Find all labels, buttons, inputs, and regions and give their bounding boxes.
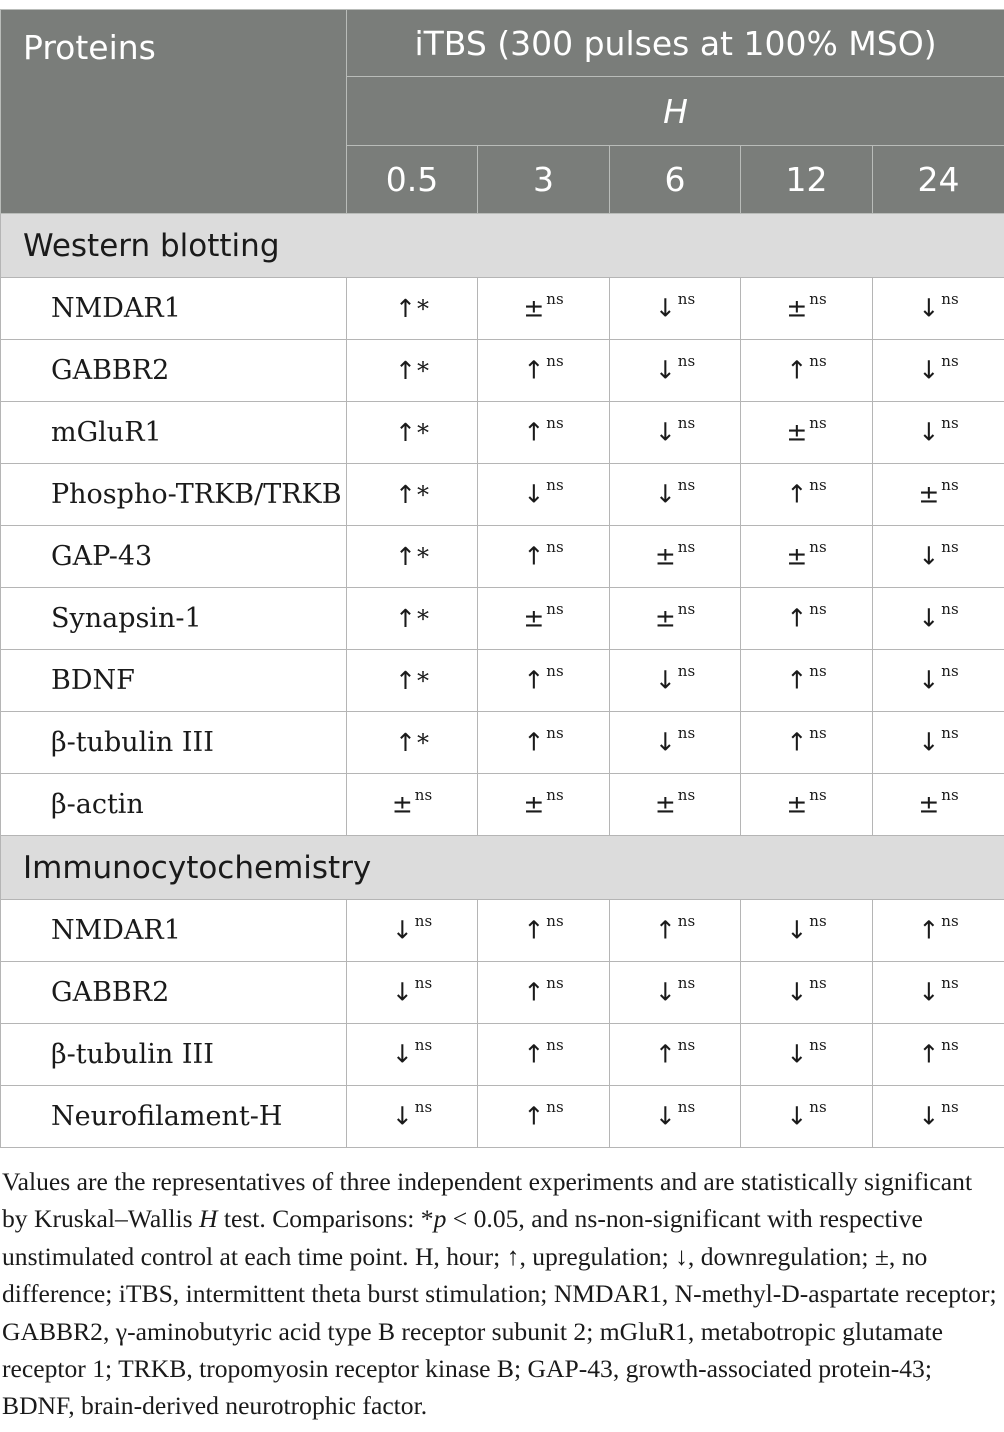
regulation-symbol: ± bbox=[654, 603, 676, 633]
significance-ns: ns bbox=[546, 476, 564, 495]
regulation-symbol: ± bbox=[786, 541, 808, 571]
result-cell bbox=[347, 402, 478, 464]
significance-ns: ns bbox=[546, 724, 564, 743]
result-cell bbox=[347, 900, 478, 962]
significance-ns: ns bbox=[677, 600, 696, 619]
significance-ns: ns bbox=[809, 538, 827, 557]
regulation-symbol: ↓ bbox=[918, 603, 940, 633]
regulation-symbol: ↑ bbox=[523, 727, 545, 757]
significance-ns: ns bbox=[941, 538, 959, 557]
protein-name: Phospho-TRKB/TRKB bbox=[1, 464, 347, 526]
significance-ns: ns bbox=[809, 600, 827, 619]
regulation-symbol: ↑ bbox=[395, 479, 416, 509]
regulation-symbol: ↓ bbox=[654, 293, 676, 323]
table-row bbox=[1, 526, 1004, 588]
result-cell bbox=[610, 774, 741, 836]
significance-ns: ns bbox=[546, 600, 564, 619]
significance-ns: ns bbox=[414, 786, 433, 805]
regulation-symbol: ↓ bbox=[391, 915, 413, 945]
result-cell bbox=[347, 588, 478, 650]
regulation-symbol: ↓ bbox=[918, 293, 940, 323]
result-cell bbox=[478, 900, 610, 962]
regulation-symbol: ↑ bbox=[786, 727, 808, 757]
itbs-header: iTBS (300 pulses at 100% MSO) bbox=[347, 10, 1004, 77]
result-cell bbox=[347, 650, 478, 712]
protein-name: Neurofilament-H bbox=[1, 1086, 347, 1148]
protein-name: β-tubulin III bbox=[1, 1024, 347, 1086]
regulation-symbol: ↑ bbox=[395, 293, 416, 323]
significance-ns: ns bbox=[809, 1098, 827, 1117]
significance-ns: ns bbox=[677, 352, 696, 371]
significance-ns: ns bbox=[546, 414, 564, 433]
significance-ns: ns bbox=[677, 1098, 696, 1117]
regulation-symbol: ↓ bbox=[786, 977, 808, 1007]
timepoint-header: 24 bbox=[873, 146, 1004, 214]
table-row bbox=[1, 1024, 1004, 1086]
result-cell bbox=[741, 464, 873, 526]
result-cell bbox=[741, 526, 873, 588]
result-cell bbox=[741, 712, 873, 774]
regulation-symbol: ± bbox=[391, 789, 413, 819]
regulation-symbol: ↑ bbox=[395, 603, 416, 633]
result-cell bbox=[873, 278, 1004, 340]
table-row bbox=[1, 340, 1004, 402]
result-cell bbox=[610, 900, 741, 962]
regulation-symbol: ± bbox=[786, 789, 808, 819]
result-cell bbox=[478, 402, 610, 464]
result-cell bbox=[873, 402, 1004, 464]
significance-ns: ns bbox=[414, 1098, 433, 1117]
protein-name: NMDAR1 bbox=[1, 278, 347, 340]
result-cell bbox=[347, 712, 478, 774]
significance-ns: ns bbox=[677, 786, 696, 805]
significance-ns: ns bbox=[809, 476, 827, 495]
result-cell bbox=[873, 1086, 1004, 1148]
result-cell bbox=[478, 650, 610, 712]
significance-ns: ns bbox=[941, 974, 959, 993]
result-cell bbox=[741, 1024, 873, 1086]
regulation-symbol: ↑ bbox=[395, 727, 416, 757]
regulation-symbol: ↑ bbox=[523, 1101, 545, 1131]
timepoint-header: 3 bbox=[478, 146, 610, 214]
protein-name: GABBR2 bbox=[1, 340, 347, 402]
regulation-symbol: ↑ bbox=[918, 1039, 940, 1069]
result-cell bbox=[873, 962, 1004, 1024]
footnote-text: Values are the representatives of three independent experiments and are statistically significant by Kruskal–Wallis bbox=[2, 1167, 973, 1234]
footnote-h: H bbox=[198, 1204, 218, 1234]
timepoint-header: 6 bbox=[610, 146, 741, 214]
result-cell bbox=[610, 962, 741, 1024]
footnote-text: test. Comparisons: * bbox=[217, 1204, 434, 1234]
regulation-symbol: ± bbox=[654, 789, 676, 819]
significance-ns: ns bbox=[941, 1036, 959, 1055]
result-cell bbox=[478, 1024, 610, 1086]
result-cell bbox=[741, 650, 873, 712]
regulation-symbol: ↑ bbox=[786, 479, 808, 509]
protein-name: mGluR1 bbox=[1, 402, 347, 464]
result-cell bbox=[610, 1086, 741, 1148]
result-cell bbox=[741, 774, 873, 836]
footnote-text: < 0.05, and ns-non-significant with respective unstimulated control at each time point. H, hour; ↑, upregulation; ↓, downregulation; ±, no difference; iTBS, intermittent theta burst stimulation; NMDAR1, N-methyl-D-aspartate receptor; GABBR2, γ-aminobutyric acid type B receptor subunit 2; mGluR1, metabotropic glutamate receptor 1; TRKB, tropomyosin receptor kinase B; GAP-43, growth-associated protein-43; BDNF, brain-derived neurotrophic factor. bbox=[2, 1204, 997, 1421]
significance-ns: ns bbox=[677, 724, 696, 743]
significance-star: * bbox=[416, 666, 429, 695]
result-cell bbox=[347, 278, 478, 340]
protein-name: β-actin bbox=[1, 774, 347, 836]
results-table bbox=[0, 9, 1004, 1148]
result-cell bbox=[741, 278, 873, 340]
result-cell bbox=[741, 402, 873, 464]
table-footnote bbox=[2, 1163, 1002, 1425]
footnote-p: p bbox=[433, 1204, 447, 1234]
significance-star: * bbox=[416, 356, 429, 385]
significance-ns: ns bbox=[941, 600, 959, 619]
significance-ns: ns bbox=[941, 662, 959, 681]
significance-ns: ns bbox=[809, 662, 827, 681]
regulation-symbol: ↑ bbox=[918, 915, 940, 945]
significance-star: * bbox=[416, 604, 429, 633]
result-cell bbox=[873, 712, 1004, 774]
result-cell bbox=[873, 774, 1004, 836]
significance-ns: ns bbox=[809, 974, 827, 993]
timepoint-header: 12 bbox=[741, 146, 873, 214]
result-cell bbox=[610, 278, 741, 340]
regulation-symbol: ↓ bbox=[918, 541, 940, 571]
significance-ns: ns bbox=[809, 290, 827, 309]
table-row bbox=[1, 712, 1004, 774]
regulation-symbol: ↓ bbox=[654, 977, 676, 1007]
regulation-symbol: ± bbox=[786, 417, 808, 447]
regulation-symbol: ↓ bbox=[654, 665, 676, 695]
result-cell bbox=[347, 526, 478, 588]
regulation-symbol: ↑ bbox=[523, 977, 545, 1007]
significance-ns: ns bbox=[941, 290, 959, 309]
result-cell bbox=[741, 900, 873, 962]
regulation-symbol: ↑ bbox=[786, 355, 808, 385]
table-row bbox=[1, 650, 1004, 712]
regulation-symbol: ± bbox=[786, 293, 808, 323]
table-row bbox=[1, 962, 1004, 1024]
result-cell bbox=[741, 1086, 873, 1148]
result-cell bbox=[610, 650, 741, 712]
significance-ns: ns bbox=[414, 1036, 433, 1055]
regulation-symbol: ↓ bbox=[654, 417, 676, 447]
result-cell bbox=[610, 464, 741, 526]
significance-ns: ns bbox=[809, 724, 827, 743]
significance-ns: ns bbox=[677, 1036, 696, 1055]
significance-ns: ns bbox=[941, 912, 959, 931]
significance-ns: ns bbox=[546, 662, 564, 681]
regulation-symbol: ↑ bbox=[786, 665, 808, 695]
regulation-symbol: ± bbox=[523, 603, 545, 633]
result-cell bbox=[873, 900, 1004, 962]
regulation-symbol: ↑ bbox=[523, 417, 545, 447]
significance-ns: ns bbox=[677, 290, 696, 309]
table-row bbox=[1, 1086, 1004, 1148]
result-cell bbox=[478, 464, 610, 526]
significance-star: * bbox=[416, 418, 429, 447]
significance-ns: ns bbox=[414, 974, 433, 993]
significance-ns: ns bbox=[546, 1036, 564, 1055]
result-cell bbox=[741, 588, 873, 650]
significance-ns: ns bbox=[546, 290, 564, 309]
result-cell bbox=[610, 402, 741, 464]
regulation-symbol: ↑ bbox=[395, 355, 416, 385]
result-cell bbox=[478, 340, 610, 402]
protein-name: β-tubulin III bbox=[1, 712, 347, 774]
table-row bbox=[1, 588, 1004, 650]
regulation-symbol: ↑ bbox=[395, 541, 416, 571]
regulation-symbol: ↓ bbox=[918, 355, 940, 385]
result-cell bbox=[347, 340, 478, 402]
regulation-symbol: ↓ bbox=[391, 1101, 413, 1131]
regulation-symbol: ↓ bbox=[523, 479, 545, 509]
regulation-symbol: ↑ bbox=[395, 417, 416, 447]
significance-ns: ns bbox=[546, 352, 564, 371]
table-body bbox=[1, 214, 1004, 1148]
result-cell bbox=[478, 712, 610, 774]
section-title: Western blotting bbox=[1, 214, 1004, 278]
section-row bbox=[1, 836, 1004, 900]
result-cell bbox=[610, 588, 741, 650]
regulation-symbol: ± bbox=[654, 541, 676, 571]
significance-ns: ns bbox=[941, 352, 959, 371]
regulation-symbol: ↓ bbox=[654, 355, 676, 385]
regulation-symbol: ↑ bbox=[523, 915, 545, 945]
significance-ns: ns bbox=[809, 912, 827, 931]
regulation-symbol: ± bbox=[523, 293, 545, 323]
regulation-symbol: ↑ bbox=[654, 1039, 676, 1069]
regulation-symbol: ± bbox=[918, 789, 940, 819]
regulation-symbol: ↓ bbox=[654, 1101, 676, 1131]
significance-star: * bbox=[416, 480, 429, 509]
significance-ns: ns bbox=[941, 724, 959, 743]
significance-ns: ns bbox=[546, 786, 564, 805]
regulation-symbol: ↓ bbox=[654, 727, 676, 757]
result-cell bbox=[873, 526, 1004, 588]
protein-name: GAP-43 bbox=[1, 526, 347, 588]
table-row bbox=[1, 900, 1004, 962]
significance-ns: ns bbox=[941, 786, 959, 805]
significance-ns: ns bbox=[941, 476, 959, 495]
regulation-symbol: ↓ bbox=[391, 977, 413, 1007]
regulation-symbol: ↓ bbox=[918, 1101, 940, 1131]
result-cell bbox=[478, 774, 610, 836]
regulation-symbol: ± bbox=[918, 479, 940, 509]
significance-star: * bbox=[416, 728, 429, 757]
regulation-symbol: ↓ bbox=[786, 1101, 808, 1131]
regulation-symbol: ↓ bbox=[918, 665, 940, 695]
significance-ns: ns bbox=[941, 1098, 959, 1117]
table-row bbox=[1, 774, 1004, 836]
table-row bbox=[1, 278, 1004, 340]
regulation-symbol: ↑ bbox=[395, 665, 416, 695]
regulation-symbol: ↑ bbox=[523, 355, 545, 385]
timepoint-header: 0.5 bbox=[347, 146, 478, 214]
table-row bbox=[1, 464, 1004, 526]
result-cell bbox=[741, 340, 873, 402]
significance-ns: ns bbox=[546, 538, 564, 557]
result-cell bbox=[478, 588, 610, 650]
result-cell bbox=[610, 1024, 741, 1086]
result-cell bbox=[347, 1024, 478, 1086]
regulation-symbol: ↑ bbox=[523, 541, 545, 571]
significance-ns: ns bbox=[809, 786, 827, 805]
result-cell bbox=[873, 340, 1004, 402]
protein-name: BDNF bbox=[1, 650, 347, 712]
result-cell bbox=[478, 526, 610, 588]
proteins-header: Proteins bbox=[1, 10, 347, 214]
result-cell bbox=[347, 962, 478, 1024]
significance-ns: ns bbox=[809, 1036, 827, 1055]
result-cell bbox=[478, 1086, 610, 1148]
significance-ns: ns bbox=[677, 414, 696, 433]
result-cell bbox=[741, 962, 873, 1024]
result-cell bbox=[478, 278, 610, 340]
result-cell bbox=[610, 340, 741, 402]
regulation-symbol: ↑ bbox=[786, 603, 808, 633]
result-cell bbox=[347, 774, 478, 836]
significance-ns: ns bbox=[677, 538, 696, 557]
result-cell bbox=[873, 650, 1004, 712]
protein-name: NMDAR1 bbox=[1, 900, 347, 962]
significance-ns: ns bbox=[546, 912, 564, 931]
significance-ns: ns bbox=[546, 974, 564, 993]
result-cell bbox=[610, 712, 741, 774]
regulation-symbol: ↓ bbox=[786, 915, 808, 945]
significance-ns: ns bbox=[677, 662, 696, 681]
table-row bbox=[1, 402, 1004, 464]
regulation-symbol: ↑ bbox=[523, 665, 545, 695]
significance-ns: ns bbox=[809, 414, 827, 433]
result-cell bbox=[873, 588, 1004, 650]
significance-ns: ns bbox=[546, 1098, 564, 1117]
section-row bbox=[1, 214, 1004, 278]
result-cell bbox=[478, 962, 610, 1024]
regulation-symbol: ↓ bbox=[391, 1039, 413, 1069]
result-cell bbox=[873, 1024, 1004, 1086]
regulation-symbol: ↓ bbox=[918, 727, 940, 757]
significance-ns: ns bbox=[677, 476, 696, 495]
section-title: Immunocytochemistry bbox=[1, 836, 1004, 900]
significance-ns: ns bbox=[677, 912, 696, 931]
result-cell bbox=[873, 464, 1004, 526]
result-cell bbox=[610, 526, 741, 588]
result-cell bbox=[347, 1086, 478, 1148]
regulation-symbol: ↓ bbox=[918, 417, 940, 447]
regulation-symbol: ↓ bbox=[918, 977, 940, 1007]
regulation-symbol: ↑ bbox=[654, 915, 676, 945]
hour-header: H bbox=[347, 77, 1004, 146]
regulation-symbol: ↓ bbox=[654, 479, 676, 509]
significance-star: * bbox=[416, 542, 429, 571]
significance-star: * bbox=[416, 294, 429, 323]
regulation-symbol: ± bbox=[523, 789, 545, 819]
protein-name: Synapsin-1 bbox=[1, 588, 347, 650]
regulation-symbol: ↓ bbox=[786, 1039, 808, 1069]
result-cell bbox=[347, 464, 478, 526]
significance-ns: ns bbox=[414, 912, 433, 931]
significance-ns: ns bbox=[941, 414, 959, 433]
regulation-symbol: ↑ bbox=[523, 1039, 545, 1069]
protein-name: GABBR2 bbox=[1, 962, 347, 1024]
significance-ns: ns bbox=[677, 974, 696, 993]
significance-ns: ns bbox=[809, 352, 827, 371]
